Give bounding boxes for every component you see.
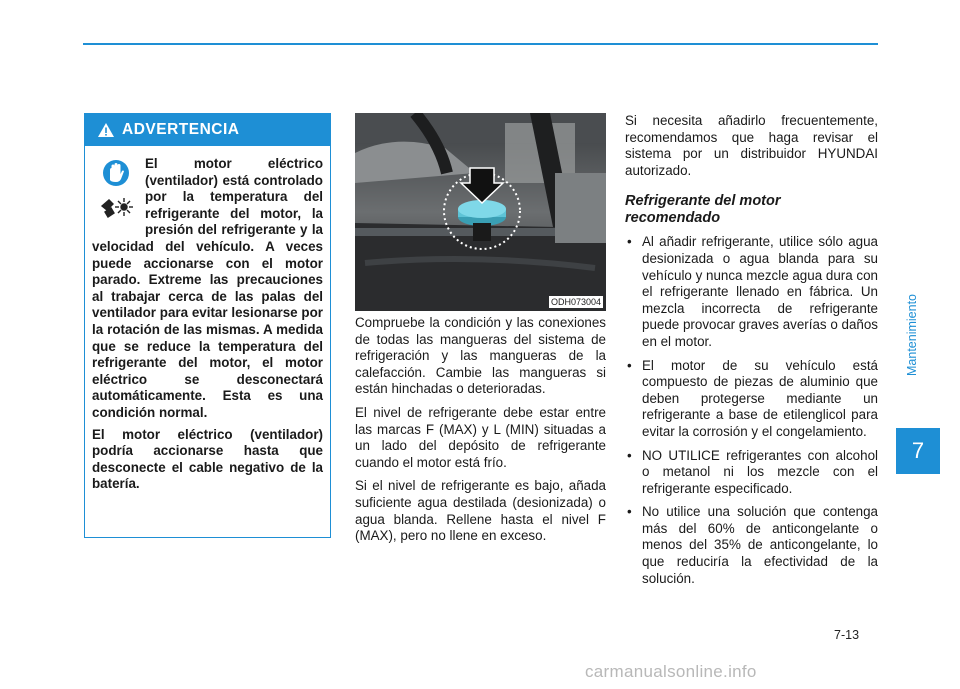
section-side-label [902, 255, 922, 415]
list-item: • NO UTILICE refrigerantes con alcohol o metanol ni los mezcle con el refrigerante especificado. [625, 448, 878, 498]
middle-paragraph-3: Si el nivel de refrigerante es bajo, añada suficiente agua destilada (desionizada) o agua blanda. Rellene hasta el nivel F (MAX), pero no llene en exceso. [355, 478, 606, 544]
warning-title: ADVERTENCIA [122, 121, 240, 138]
middle-column [355, 315, 606, 552]
middle-paragraph-1: Compruebe la condición y las conexiones de todas las mangueras del sistema de refrigeración y las mangueras de la calefacción. Cambie las mangueras si están hinchadas o deterioradas. [355, 315, 606, 397]
warning-triangle-icon [97, 122, 115, 138]
right-column [625, 113, 878, 594]
coolant-reservoir-photo [355, 113, 606, 311]
list-item: • No utilice una solución que contenga más del 60% de anticongelante o menos del 35% de anticongelante, lo que reduciría la efectividad de la solución. [625, 504, 878, 587]
middle-paragraph-2: El nivel de refrigerante debe estar entre las marcas F (MAX) y L (MIN) situadas a un lado del depósito de refrigerante cuando el motor está frío. [355, 404, 606, 470]
section-name: Mantenimiento [905, 294, 919, 376]
hand-stop-fan-icon [95, 158, 137, 224]
list-item: • El motor de su vehículo está compuesto de piezas de aluminio que deben protegerse mediante un refrigerante a base de etilenglicol para evitar la corrosión y el congelamiento. [625, 358, 878, 441]
warning-paragraph-1: El motor eléctrico (ventilador) está controlado por la temperatura del refrigerante del motor, la presión del refrigerante y la velocidad del vehículo. A veces puede accionarse con el motor parado. Extreme las precauciones al trabajar cerca de las palas del ventilador para evitar lesionarse por la rotación de las mismas. A medida que se reduce la temperatura del refrigerante del motor, el motor eléctrico se desconectará automáticamente. Esta es una condición normal. [92, 156, 323, 420]
chapter-tab [896, 428, 940, 474]
coolant-bullets [625, 234, 878, 587]
warning-header [85, 114, 330, 146]
list-item: • Al añadir refrigerante, utilice sólo agua desionizada o agua blanda para su vehículo y nunca mezcle agua dura con el refrigerante llenado en fábrica. Un mezcla incorrecta de refrigerante puede provocar graves averías o daños en el motor. [625, 234, 878, 350]
warning-paragraph-2: El motor eléctrico (ventilador) podría accionarse hasta que desconecte el cable negativo de la batería. [92, 426, 323, 492]
warning-box [84, 113, 331, 538]
photo-code: ODH073004 [550, 297, 601, 307]
watermark: carmanualsonline.info [585, 662, 757, 681]
section-subheading: Refrigerante del motor recomendado [625, 193, 781, 227]
chapter-number: 7 [911, 438, 925, 463]
warning-body [85, 146, 330, 493]
top-rule [83, 43, 878, 45]
right-intro: Si necesita añadirlo frecuentemente, recomendamos que haga revisar el sistema por un distribuidor HYUNDAI autorizado. [625, 113, 878, 178]
engine-bay-image [355, 113, 606, 311]
page-number: 7-13 [834, 628, 860, 642]
